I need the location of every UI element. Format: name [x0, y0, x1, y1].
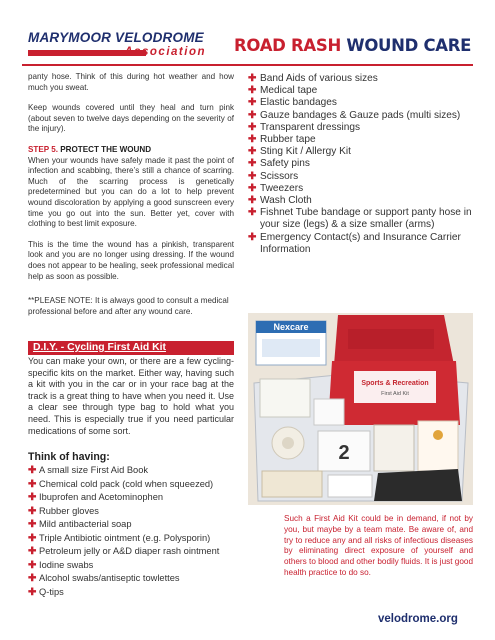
- packet-numeral: 2: [338, 442, 350, 464]
- plus-icon: ✚: [248, 231, 257, 243]
- logo-wordmark: MARYMOOR VELODROME: [28, 30, 204, 45]
- list-item: ✚ Iodine swabs: [28, 559, 94, 571]
- list-item: ✚ Sting Kit / Allergy Kit: [248, 146, 351, 158]
- first-aid-kit-illustration: [248, 313, 473, 505]
- plus-icon: ✚: [28, 505, 37, 517]
- list-item: ✚ Triple Antibiotic ointment (e.g. Polysporin): [28, 532, 211, 544]
- left-column-text: [28, 72, 234, 317]
- list-item: ✚ Band Aids of various sizes: [248, 73, 378, 84]
- paragraph-keep-covered: Keep wounds covered until they heal and turn pink (about seven to twelve days depending on the severity of the injury).: [28, 103, 234, 134]
- photo-caption: Such a First Aid Kit could be in demand, if not by you, but maybe by a team mate. Be aware of, and try to reduce any and all risks of infectious diseases by eliminating direct exposure of yourself and others to blood and other bodily fluids. It is just good health practice to do so.: [284, 514, 473, 577]
- list-item: ✚ A small size First Aid Book: [28, 465, 149, 476]
- please-note: **PLEASE NOTE: It is always good to consult a medical professional before and after any wound care.: [28, 296, 229, 316]
- plus-icon: ✚: [28, 586, 37, 598]
- first-aid-kit-photo: [248, 313, 473, 505]
- plus-icon: ✚: [28, 532, 37, 544]
- list-item: ✚ Petroleum jelly or A&D diaper rash ointment: [28, 546, 220, 557]
- paragraph-protect-wound: When your wounds have safely made it past the point of infection and scabbing, there’s still a chance of scarring. Much of the scarring process is genetically predetermined but you can do a lot to help prevent wound discoloration by applying a good sunscreen every time you go out into the sun. Better yet, cover with clothing to best limit exposure.: [28, 155, 234, 229]
- header-divider: [22, 64, 473, 66]
- think-of-having-heading: Think of having:: [28, 451, 110, 463]
- plus-icon: ✚: [28, 559, 37, 571]
- supplies-list: [248, 73, 473, 256]
- list-item: ✚ Transparent dressings: [248, 121, 361, 133]
- list-item: ✚ Ibuprofen and Acetominophen: [28, 492, 164, 503]
- diy-heading-bar: [28, 341, 234, 355]
- list-item: ✚ Rubber tape: [248, 134, 316, 146]
- list-item: ✚ Scissors: [248, 170, 299, 182]
- list-item: ✚ Medical tape: [248, 85, 318, 97]
- list-item: ✚ Wash Cloth: [248, 195, 312, 207]
- paragraph-pinkish-look: This is the time the wound has a pinkish, transparent look and you are no longer using dressing. If the wound does not appear to be healing, seek professional medical help as soon as possible.: [28, 239, 234, 281]
- list-item: ✚ Chemical cold pack (cold when squeezed): [28, 478, 214, 490]
- diy-heading: D.I.Y. - Cycling First Aid Kit: [33, 342, 166, 353]
- plus-icon: ✚: [248, 73, 257, 84]
- plus-icon: ✚: [248, 182, 257, 194]
- bag-label: Sports & Recreation: [361, 380, 429, 387]
- bag-sublabel: First Aid Kit: [381, 391, 409, 397]
- diy-paragraph: You can make your own, or there are a few cycling-specific kits on the market. Either way, having such a kit with you in the car or in your race bag at the track is a great thing to have when you need it. Use a clear see through type bag to hold what you need. This is especially true if you need particular medications of some sort.: [28, 356, 234, 436]
- list-item: ✚ Q-tips: [28, 586, 64, 598]
- list-item: ✚ Mild antibacterial soap: [28, 519, 132, 530]
- plus-icon: ✚: [248, 207, 257, 219]
- list-item: ✚ Elastic bandages: [248, 97, 337, 109]
- plus-icon: ✚: [248, 170, 257, 182]
- plus-icon: ✚: [248, 195, 257, 207]
- list-item: ✚ Rubber gloves: [28, 505, 99, 517]
- think-of-having-list: [28, 464, 238, 599]
- marymoor-logo: [28, 30, 228, 60]
- plus-icon: ✚: [28, 492, 37, 503]
- plus-icon: ✚: [248, 85, 257, 97]
- plus-icon: ✚: [248, 109, 257, 121]
- page-title-navy: WOUND CARE: [346, 36, 472, 55]
- page-title-red: ROAD RASH: [234, 36, 341, 55]
- nexcare-box-label: Nexcare: [273, 322, 309, 332]
- footer-url: velodrome.org: [378, 613, 458, 625]
- plus-icon: ✚: [28, 478, 37, 490]
- plus-icon: ✚: [28, 573, 37, 584]
- plus-icon: ✚: [28, 519, 37, 530]
- paragraph-panty-hose: panty hose. Think of this during hot weather and how much you sweat.: [28, 72, 234, 92]
- step-5-heading: STEP 5. PROTECT THE WOUND: [28, 144, 152, 154]
- list-item: ✚ Fishnet Tube bandage or support panty hose in your size (legs) & a size smaller (arms): [248, 207, 472, 231]
- plus-icon: ✚: [248, 121, 257, 133]
- plus-icon: ✚: [248, 97, 257, 109]
- page-title: [234, 36, 471, 55]
- plus-icon: ✚: [248, 146, 257, 158]
- list-item: ✚ Alcohol swabs/antiseptic towlettes: [28, 573, 180, 584]
- plus-icon: ✚: [248, 134, 257, 146]
- list-item: ✚ Emergency Contact(s) and Insurance Carrier Information: [248, 231, 461, 255]
- plus-icon: ✚: [248, 158, 257, 170]
- plus-icon: ✚: [28, 465, 37, 476]
- page-header: [0, 0, 495, 72]
- list-item: ✚ Tweezers: [248, 182, 304, 194]
- list-item: ✚ Safety pins: [248, 158, 310, 170]
- logo-subtitle: Association: [124, 46, 206, 58]
- list-item: ✚ Gauze bandages & Gauze pads (multi sizes): [248, 109, 461, 121]
- plus-icon: ✚: [28, 546, 37, 557]
